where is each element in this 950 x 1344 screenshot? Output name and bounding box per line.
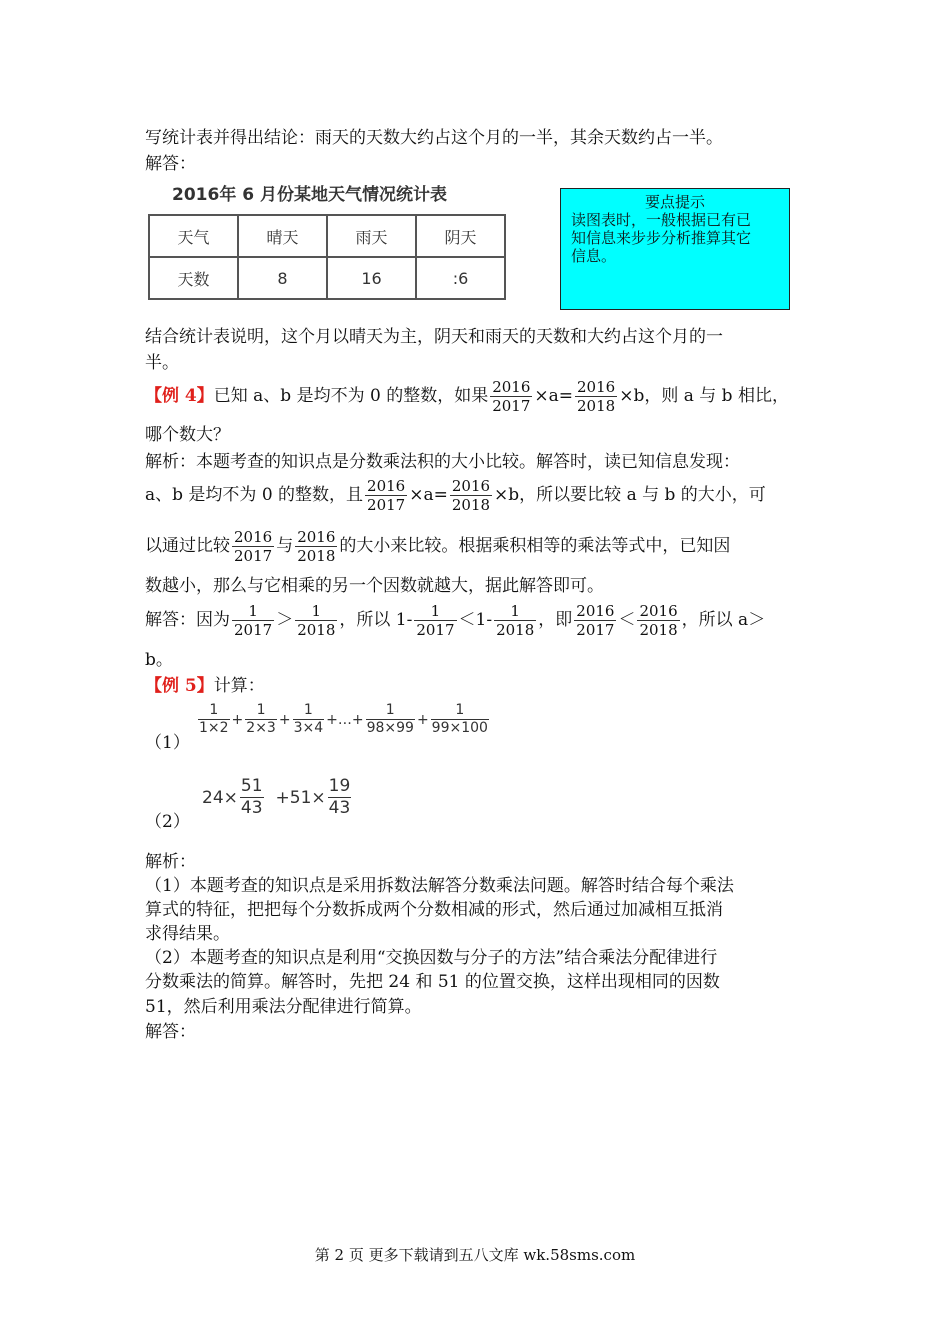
table-header-cell: 晴天 (238, 215, 327, 257)
ex5-title (145, 674, 265, 698)
text-segment: 24× (202, 787, 238, 808)
table-header-cell: 阴天 (416, 215, 505, 257)
text-segment: ＜1- (458, 610, 493, 630)
text-segment: 已知 a、b 是均不为 0 的整数，如果 (213, 386, 489, 406)
numerator: 1 (414, 602, 456, 621)
fraction (450, 477, 492, 514)
tip-text: 知信息来步步分析推算其它 (571, 229, 752, 247)
table-title: 2016年 6 月份某地天气情况统计表 (172, 185, 447, 205)
text-segment: 以通过比较 (145, 536, 230, 556)
ex4-analysis-line (145, 524, 730, 568)
denominator: 2×3 (246, 720, 276, 736)
tip-box (560, 188, 790, 310)
ex4-tag: 【例 4】 (145, 386, 214, 406)
denominator: 98×99 (366, 720, 414, 736)
text-segment: ，即 (538, 610, 573, 630)
fraction (232, 602, 274, 639)
fraction (328, 776, 352, 819)
fraction (575, 378, 617, 415)
text-segment: ＜ (618, 610, 636, 630)
answer-label: 解答： (145, 154, 196, 174)
denominator: 2018 (577, 397, 616, 415)
numerator: 1 (494, 602, 536, 621)
numerator: 1 (431, 702, 489, 720)
denominator: 3×4 (293, 720, 324, 736)
text-segment: ×a= (409, 485, 448, 505)
text-segment: ×b，则 a 与 b 相比， (619, 386, 789, 406)
numerator: 1 (295, 602, 337, 621)
fraction (366, 702, 415, 737)
part-label: （1） (145, 733, 190, 753)
text-line: 分数乘法的简算。解答时，先把 24 和 51 的位置交换，这样出现相同的因数 (145, 972, 720, 992)
ex5-expression-1 (196, 702, 491, 737)
fraction (490, 378, 532, 415)
numerator: 2016 (234, 528, 273, 546)
text-line: 求得结果。 (145, 924, 230, 944)
numerator: 2016 (639, 602, 678, 620)
ex4-question (145, 376, 789, 416)
text-segment: ，所以 a＞ (681, 610, 766, 630)
denominator: 2018 (496, 621, 535, 639)
text-segment: ×b，所以要比较 a 与 b 的大小，可 (494, 485, 766, 505)
text-segment: 计算： (213, 676, 265, 696)
table-cell: 16 (327, 257, 416, 299)
numerator: 19 (328, 776, 351, 796)
text-line: 结合统计表说明，这个月以晴天为主，阴天和雨天的天数和大约占这个月的一 (145, 327, 723, 347)
numerator: 1 (198, 702, 230, 720)
text-segment: 的大小来比较。根据乘积相等的乘法等式中，已知因 (339, 536, 731, 556)
part-label: （2） (145, 812, 190, 832)
denominator: 2018 (297, 621, 336, 639)
denominator: 2017 (234, 547, 273, 565)
denominator: 2018 (451, 496, 491, 514)
denominator: 2017 (492, 397, 531, 415)
numerator: 1 (366, 702, 415, 720)
denominator: 99×100 (431, 720, 488, 736)
text-line: 哪个数大？ (145, 425, 230, 445)
denominator: 2017 (416, 621, 455, 639)
table-cell: 8 (238, 257, 327, 299)
denominator: 43 (240, 798, 263, 818)
operator: + (416, 711, 429, 728)
text-line: 半。 (145, 353, 179, 373)
fraction (295, 602, 337, 639)
numerator: 1 (245, 702, 277, 720)
ex5-tag: 【例 5】 (145, 676, 214, 696)
tip-text: 信息。 (571, 247, 617, 265)
denominator: 2017 (234, 621, 273, 639)
ex5-expression-2 (202, 776, 353, 819)
numerator: 2016 (367, 477, 406, 495)
denominator: 43 (328, 798, 351, 818)
numerator: 1 (293, 702, 325, 720)
fraction (198, 702, 230, 737)
text-segment: ＞ (276, 610, 294, 630)
fraction (414, 602, 456, 639)
denominator: 2018 (639, 621, 678, 639)
text-line: 写统计表并得出结论：雨天的天数大约占这个月的一半，其余天数约占一半。 (145, 128, 723, 148)
ex4-analysis-line (145, 473, 766, 517)
text-line: 解析：本题考查的知识点是分数乘法积的大小比较。解答时，读已知信息发现： (145, 452, 740, 472)
table-row-label: 天数 (149, 257, 238, 299)
text-segment: ，所以 1- (339, 610, 413, 630)
numerator: 2016 (451, 477, 491, 495)
tip-title: 要点提示 (644, 193, 705, 211)
fraction (574, 602, 616, 639)
table-cell: :6 (416, 257, 505, 299)
text-segment: ×a= (534, 386, 574, 406)
table-row (149, 257, 505, 299)
numerator: 2016 (297, 528, 336, 546)
fraction (295, 528, 337, 565)
analysis-label: 解析： (145, 852, 196, 872)
text-segment: a、b 是均不为 0 的整数，且 (145, 485, 364, 505)
page-footer: 第 2 页 更多下载请到五八文库 wk.58sms.com (314, 1246, 636, 1264)
text-segment: 与 (276, 536, 294, 556)
fraction (637, 602, 679, 639)
table-header-cell: 雨天 (327, 215, 416, 257)
tip-text: 读图表时，一般根据已有已 (571, 211, 752, 229)
fraction (240, 776, 264, 819)
fraction (494, 602, 536, 639)
text-line: （1）本题考查的知识点是采用拆数法解答分数乘法问题。解答时结合每个乘法 (145, 876, 734, 896)
text-line: 数越小，那么与它相乘的另一个因数就越大，据此解答即可。 (145, 576, 604, 596)
ex4-answer-line (145, 598, 765, 642)
text-line: （2）本题考查的知识点是利用“交换因数与分子的方法”结合乘法分配律进行 (145, 948, 718, 968)
operator: + (231, 711, 244, 728)
operator: + (278, 711, 291, 728)
numerator: 2016 (492, 378, 531, 396)
text-line: 算式的特征，把把每个分数拆成两个分数相减的形式，然后通过加减相互抵消 (145, 900, 723, 920)
text-segment: 解答：因为 (145, 610, 230, 630)
fraction (245, 702, 277, 737)
denominator: 2017 (367, 496, 406, 514)
text-segment: +51× (275, 787, 326, 808)
numerator: 2016 (577, 378, 616, 396)
fraction (232, 528, 274, 565)
text-line: 51，然后利用乘法分配律进行简算。 (145, 997, 422, 1017)
text-line: b。 (145, 650, 173, 670)
fraction (431, 702, 489, 737)
table-header-cell: 天气 (149, 215, 238, 257)
fraction (365, 477, 407, 514)
operator: +…+ (326, 711, 364, 728)
numerator: 1 (232, 602, 274, 621)
denominator: 1×2 (199, 720, 229, 736)
numerator: 51 (240, 776, 263, 796)
fraction (293, 702, 325, 737)
denominator: 2017 (576, 621, 615, 639)
table-header-row (149, 215, 505, 257)
weather-stat-table (148, 214, 506, 300)
denominator: 2018 (297, 547, 336, 565)
numerator: 2016 (576, 602, 615, 620)
answer-label: 解答： (145, 1022, 196, 1042)
